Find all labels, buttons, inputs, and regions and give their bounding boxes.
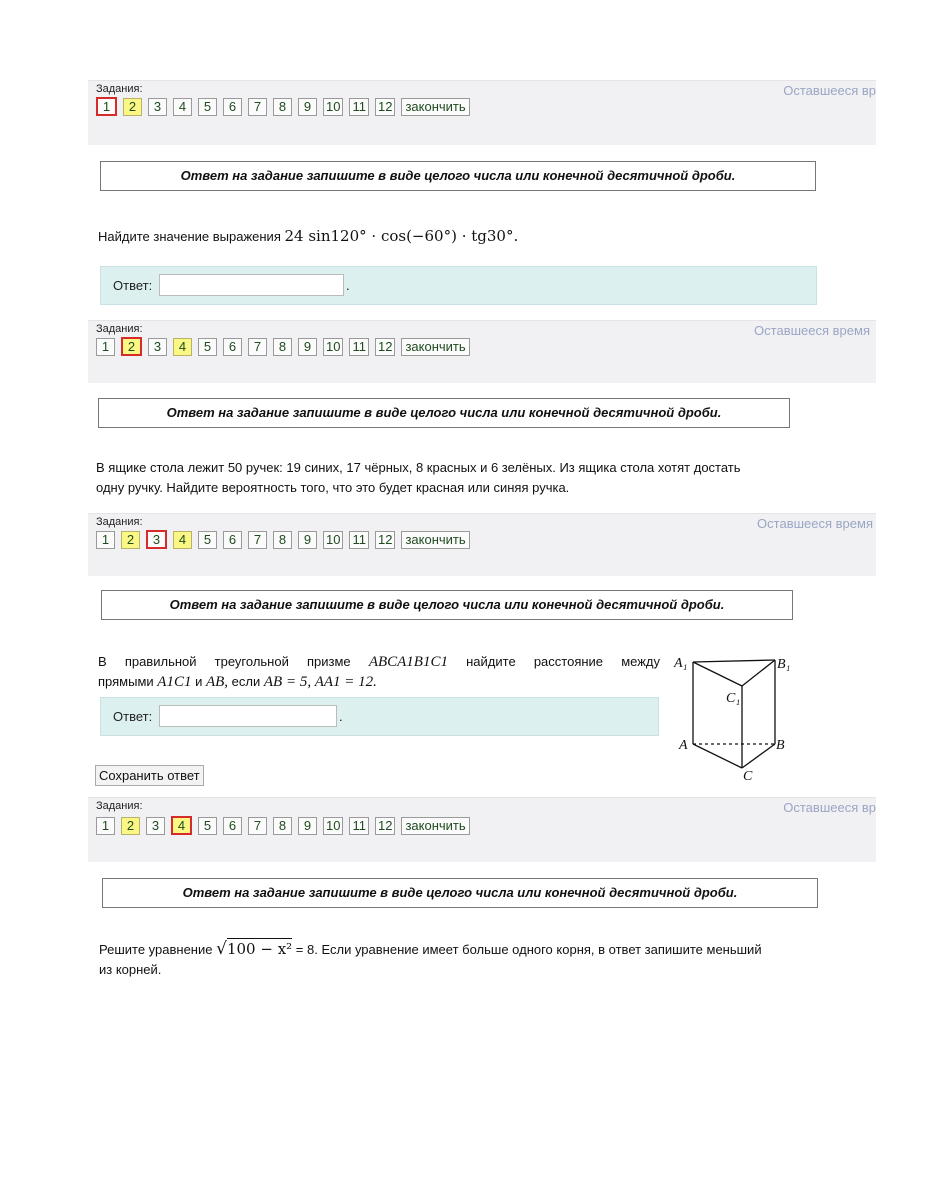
- task-button-7[interactable]: 7: [248, 338, 267, 356]
- finish-button[interactable]: закончить: [401, 338, 469, 356]
- task-button-3[interactable]: 3: [146, 817, 165, 835]
- task-button-9[interactable]: 9: [298, 338, 317, 356]
- tasks-label: Задания:: [96, 323, 143, 335]
- task-button-4[interactable]: 4: [171, 816, 192, 835]
- answer-box: [100, 266, 817, 305]
- task-button-11[interactable]: 11: [349, 531, 369, 549]
- tasks-label: Задания:: [96, 800, 143, 812]
- task-button-8[interactable]: 8: [273, 817, 292, 835]
- task-button-12[interactable]: 12: [375, 817, 395, 835]
- task-2-line-2: одну ручку. Найдите вероятность того, что это будет красная или синяя ручка.: [96, 480, 570, 495]
- task-4-line-1: [99, 939, 829, 960]
- remaining-time: Оставшееся время: [757, 516, 873, 531]
- task-2-text: [96, 458, 806, 498]
- vertex-label-b: B: [776, 738, 785, 753]
- task-2-line-1: В ящике стола лежит 50 ручек: 19 синих, 17 чёрных, 8 красных и 6 зелёных. Из ящика стола хотят достать: [96, 460, 741, 475]
- task-button-5[interactable]: 5: [198, 338, 217, 356]
- sqrt-sign: √: [216, 939, 227, 959]
- task-1-prompt: Найдите значение выражения: [98, 229, 281, 244]
- task-nav-bar: [88, 797, 876, 862]
- task-button-9[interactable]: 9: [298, 531, 317, 549]
- task-button-7[interactable]: 7: [248, 531, 267, 549]
- task-1-text: [98, 226, 518, 247]
- task-number-nav: [96, 97, 470, 116]
- prism-edge: [742, 660, 775, 686]
- task-number-nav: [96, 337, 470, 356]
- task-button-12[interactable]: 12: [375, 338, 395, 356]
- task-button-10[interactable]: 10: [323, 98, 343, 116]
- vertex-label-b1: B₁: [777, 657, 791, 672]
- vertex-label-a: A: [679, 738, 688, 753]
- task-button-1[interactable]: 1: [96, 97, 117, 116]
- task-button-6[interactable]: 6: [223, 98, 242, 116]
- task-button-1[interactable]: 1: [96, 817, 115, 835]
- task-3-word: прямыми: [98, 674, 154, 689]
- task-button-4[interactable]: 4: [173, 98, 192, 116]
- task-3-word: и: [195, 674, 203, 689]
- task-button-2[interactable]: 2: [123, 98, 142, 116]
- task-nav-bar: [88, 513, 876, 576]
- task-button-1[interactable]: 1: [96, 531, 115, 549]
- task-button-11[interactable]: 11: [349, 338, 369, 356]
- task-3-word: если: [231, 674, 261, 689]
- answer-dot: .: [346, 278, 350, 293]
- task-button-11[interactable]: 11: [349, 817, 369, 835]
- task-button-6[interactable]: 6: [223, 817, 242, 835]
- task-button-2[interactable]: 2: [121, 531, 140, 549]
- answer-label: Ответ:: [113, 278, 153, 293]
- task-4-line-2: из корней.: [99, 962, 162, 977]
- task-3-word: расстояние: [533, 654, 604, 669]
- answer-input[interactable]: [159, 274, 344, 296]
- task-nav-bar: [88, 80, 876, 145]
- task-button-9[interactable]: 9: [298, 817, 317, 835]
- task-button-5[interactable]: 5: [198, 817, 217, 835]
- answer-label: Ответ:: [113, 709, 153, 724]
- task-number-nav: [96, 816, 470, 835]
- answer-input[interactable]: [159, 705, 337, 727]
- task-button-8[interactable]: 8: [273, 98, 292, 116]
- task-button-12[interactable]: 12: [375, 98, 395, 116]
- task-3-word: правильной: [124, 654, 197, 669]
- answer-dot: .: [339, 709, 343, 724]
- task-button-10[interactable]: 10: [323, 531, 343, 549]
- remaining-time: Оставшееся вр: [783, 83, 876, 98]
- task-button-4[interactable]: 4: [173, 531, 192, 549]
- task-3-line-name: AB,: [205, 674, 229, 690]
- answer-format-note: Ответ на задание запишите в виде целого числа или конечной десятичной дроби.: [100, 161, 816, 191]
- task-button-2[interactable]: 2: [121, 337, 142, 356]
- task-button-6[interactable]: 6: [223, 338, 242, 356]
- task-3-text: [98, 652, 660, 692]
- finish-button[interactable]: закончить: [401, 98, 469, 116]
- tasks-label: Задания:: [96, 83, 143, 95]
- task-button-3[interactable]: 3: [146, 530, 167, 549]
- task-button-2[interactable]: 2: [121, 817, 140, 835]
- task-button-7[interactable]: 7: [248, 98, 267, 116]
- task-button-11[interactable]: 11: [349, 98, 369, 116]
- answer-format-note: Ответ на задание запишите в виде целого числа или конечной десятичной дроби.: [101, 590, 793, 620]
- task-3-prism-name: ABCA1B1C1: [368, 654, 448, 670]
- answer-format-note: Ответ на задание запишите в виде целого числа или конечной десятичной дроби.: [98, 398, 790, 428]
- task-button-3[interactable]: 3: [148, 338, 167, 356]
- finish-button[interactable]: закончить: [401, 531, 469, 549]
- remaining-time: Оставшееся время: [754, 323, 870, 338]
- task-3-word: призме: [307, 654, 351, 669]
- task-3-condition: AB = 5,: [263, 674, 312, 690]
- task-3-word: В: [98, 654, 107, 669]
- task-number-nav: [96, 530, 470, 549]
- prism-edge: [693, 744, 742, 768]
- prism-edge: [693, 660, 775, 662]
- task-3-word: между: [621, 654, 660, 669]
- vertex-label-c1: C₁: [726, 691, 741, 706]
- prism-edge: [742, 744, 775, 768]
- vertex-label-a1: A₁: [674, 656, 688, 671]
- task-1-expression: 24 sin120° · cos(−60°) · tg30°.: [284, 227, 519, 245]
- task-button-10[interactable]: 10: [323, 338, 343, 356]
- task-3-line-1: [98, 652, 660, 672]
- task-button-5[interactable]: 5: [198, 531, 217, 549]
- task-button-5[interactable]: 5: [198, 98, 217, 116]
- answer-box: [100, 697, 659, 736]
- remaining-time: Оставшееся вр: [783, 800, 876, 815]
- prism-edge: [693, 662, 742, 686]
- tasks-label: Задания:: [96, 516, 143, 528]
- task-button-8[interactable]: 8: [273, 338, 292, 356]
- task-4-radicand: 100 − x²: [226, 940, 293, 958]
- task-button-10[interactable]: 10: [323, 817, 343, 835]
- vertex-label-c: C: [743, 769, 753, 784]
- task-button-7[interactable]: 7: [248, 817, 267, 835]
- task-button-9[interactable]: 9: [298, 98, 317, 116]
- prism-diagram: [670, 650, 800, 785]
- task-button-4[interactable]: 4: [173, 338, 192, 356]
- task-3-condition: AA1 = 12.: [314, 674, 377, 690]
- task-4-text: [99, 939, 829, 980]
- task-3-word: треугольной: [214, 654, 289, 669]
- answer-format-note: Ответ на задание запишите в виде целого числа или конечной десятичной дроби.: [102, 878, 818, 908]
- task-nav-bar: [88, 320, 876, 383]
- task-4-condition: = 8. Если уравнение имеет больше одного корня, в ответ запишите меньший: [295, 942, 762, 957]
- task-button-8[interactable]: 8: [273, 531, 292, 549]
- task-button-1[interactable]: 1: [96, 338, 115, 356]
- save-answer-button[interactable]: Сохранить ответ: [95, 765, 204, 786]
- task-4-prompt: Решите уравнение: [99, 942, 213, 957]
- task-3-line-name: A1C1: [157, 674, 192, 690]
- task-button-3[interactable]: 3: [148, 98, 167, 116]
- finish-button[interactable]: закончить: [401, 817, 469, 835]
- task-3-word: найдите: [466, 654, 516, 669]
- task-button-12[interactable]: 12: [375, 531, 395, 549]
- task-button-6[interactable]: 6: [223, 531, 242, 549]
- task-3-line-2: [98, 672, 660, 692]
